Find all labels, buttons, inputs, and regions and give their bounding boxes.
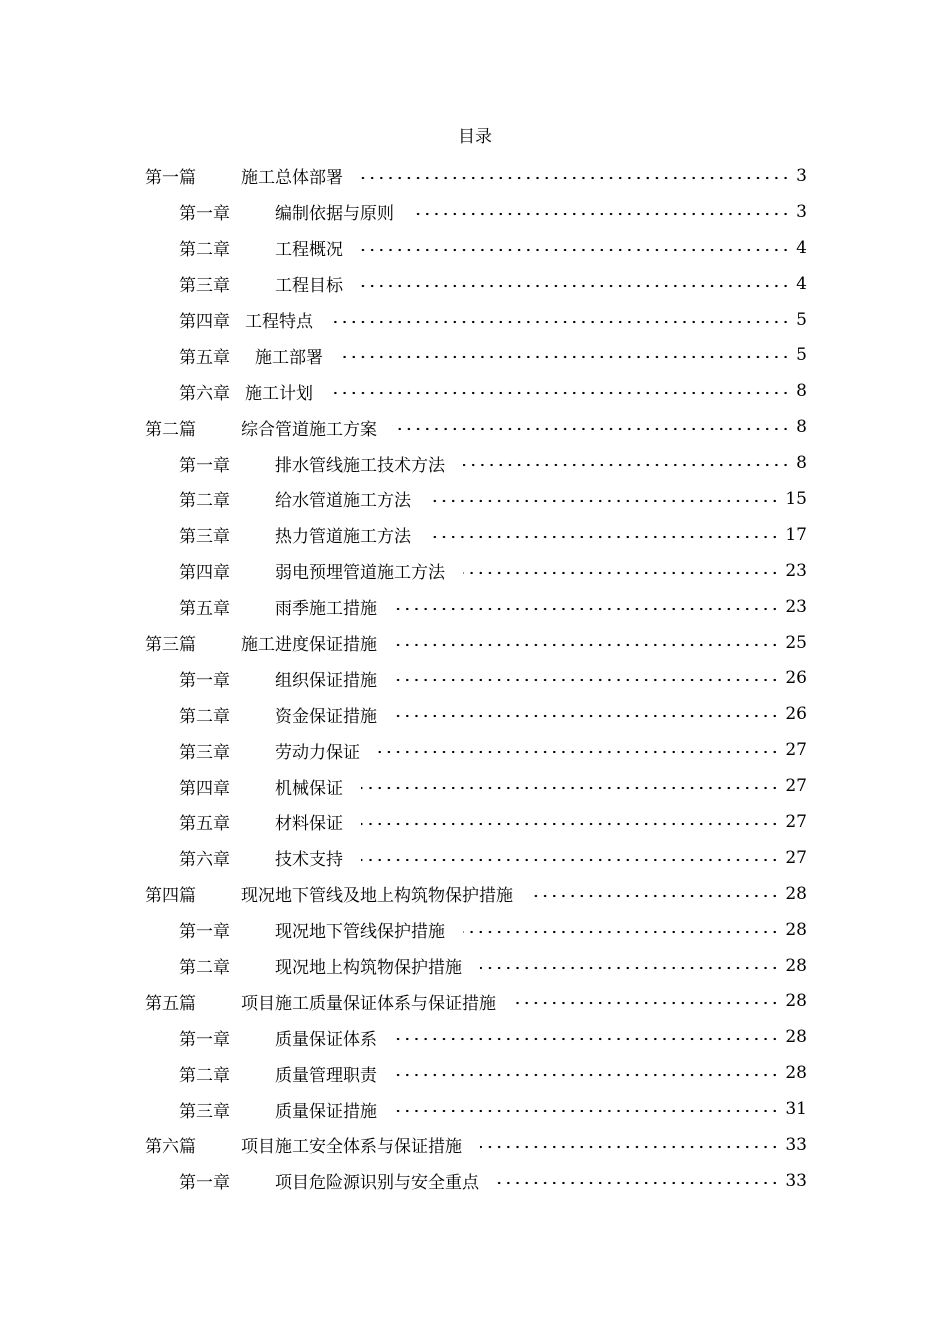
toc-page-number: 28 bbox=[785, 919, 807, 940]
toc-entry-title: 工程特点 bbox=[245, 312, 313, 332]
toc-entry-title: 材料保证 bbox=[275, 814, 343, 835]
toc-entry-number: 第六篇 bbox=[145, 1137, 196, 1158]
dot-leader bbox=[531, 890, 779, 902]
dot-leader bbox=[331, 316, 790, 328]
toc-entry-number: 第一篇 bbox=[145, 168, 196, 189]
toc-entry-number: 第二篇 bbox=[145, 419, 196, 440]
toc-entry-number: 第六章 bbox=[179, 850, 230, 871]
toc-entry-title: 劳动力保证 bbox=[275, 742, 360, 763]
toc-entry-title: 现况地下管线保护措施 bbox=[275, 922, 445, 943]
toc-page-number: 27 bbox=[785, 740, 807, 761]
toc-chapter-entry bbox=[0, 302, 950, 338]
toc-chapter-entry bbox=[0, 373, 950, 409]
toc-part-entry bbox=[0, 876, 950, 912]
toc-entry-number: 第五章 bbox=[179, 814, 230, 835]
toc-chapter-entry bbox=[0, 517, 950, 553]
dot-leader bbox=[395, 1105, 779, 1117]
toc-entry-label bbox=[179, 451, 445, 476]
toc-chapter-entry bbox=[0, 230, 950, 266]
dot-leader bbox=[463, 926, 779, 938]
toc-chapter-entry bbox=[0, 194, 950, 230]
toc-chapter-entry bbox=[0, 266, 950, 302]
toc-chapter-entry bbox=[0, 1163, 950, 1199]
dot-leader bbox=[429, 531, 779, 543]
toc-entry-title: 弱电预埋管道施工方法 bbox=[275, 563, 445, 584]
toc-chapter-entry bbox=[0, 337, 950, 373]
toc-part-entry bbox=[0, 158, 950, 194]
toc-entry-label bbox=[179, 558, 445, 583]
dot-leader bbox=[395, 1033, 779, 1045]
toc-entry-label bbox=[179, 1097, 377, 1122]
toc-entry-number: 第五篇 bbox=[145, 993, 196, 1014]
toc-entry-label bbox=[179, 235, 343, 260]
toc-page-number: 28 bbox=[785, 1063, 807, 1084]
toc-entry-number: 第三篇 bbox=[145, 635, 196, 656]
dot-leader bbox=[412, 208, 790, 220]
toc-page-number: 28 bbox=[785, 955, 807, 976]
dot-leader bbox=[480, 962, 779, 974]
toc-entry-title: 质量保证措施 bbox=[275, 1101, 377, 1122]
toc-entry-number: 第二章 bbox=[179, 1065, 230, 1086]
toc-part-entry bbox=[0, 625, 950, 661]
dot-leader bbox=[341, 351, 790, 363]
toc-entry-label bbox=[179, 486, 411, 511]
toc-entry-label bbox=[179, 702, 377, 727]
dot-leader bbox=[361, 818, 779, 830]
toc-entry-title: 工程概况 bbox=[275, 240, 343, 261]
toc-entry-title: 综合管道施工方案 bbox=[241, 419, 377, 440]
dot-leader bbox=[395, 603, 779, 615]
toc-part-entry bbox=[0, 1127, 950, 1163]
toc-entry-label bbox=[179, 271, 343, 296]
toc-entry-label bbox=[145, 989, 496, 1014]
toc-entry-number: 第六章 bbox=[179, 383, 230, 404]
toc-entry-title: 技术支持 bbox=[275, 850, 343, 871]
toc-page-number: 23 bbox=[785, 596, 807, 617]
toc-chapter-entry bbox=[0, 696, 950, 732]
dot-leader bbox=[378, 746, 779, 758]
toc-entry-number: 第四章 bbox=[179, 312, 230, 332]
toc-entry-number: 第二章 bbox=[179, 958, 230, 979]
toc-page-number: 3 bbox=[796, 201, 807, 222]
toc-chapter-entry bbox=[0, 589, 950, 625]
toc-page-number: 27 bbox=[785, 811, 807, 832]
dot-leader bbox=[361, 280, 790, 292]
toc-entry-label bbox=[145, 630, 377, 655]
toc-chapter-entry bbox=[0, 553, 950, 589]
toc-entry-label bbox=[179, 917, 445, 942]
toc-list bbox=[0, 158, 950, 1199]
toc-entry-title: 热力管道施工方法 bbox=[275, 527, 411, 548]
toc-entry-number: 第二章 bbox=[179, 706, 230, 727]
dot-leader bbox=[395, 710, 779, 722]
toc-entry-title: 现况地下管线及地上构筑物保护措施 bbox=[241, 886, 513, 907]
toc-entry-label bbox=[145, 1132, 462, 1157]
toc-entry-number: 第一章 bbox=[179, 204, 230, 225]
toc-page-number: 27 bbox=[785, 847, 807, 868]
toc-page-number: 31 bbox=[785, 1099, 807, 1120]
dot-leader bbox=[463, 567, 779, 579]
toc-entry-label bbox=[145, 163, 343, 188]
toc-entry-label bbox=[179, 953, 462, 978]
toc-entry-title: 工程目标 bbox=[275, 276, 343, 297]
toc-part-entry bbox=[0, 983, 950, 1019]
toc-entry-title: 项目危险源识别与安全重点 bbox=[275, 1173, 479, 1194]
toc-page-number: 23 bbox=[785, 560, 807, 581]
dot-leader bbox=[429, 495, 779, 507]
toc-entry-title: 施工进度保证措施 bbox=[241, 635, 377, 656]
toc-entry-label bbox=[179, 343, 323, 368]
toc-entry-label bbox=[145, 415, 377, 440]
dot-leader bbox=[361, 854, 779, 866]
toc-page-number: 8 bbox=[796, 453, 807, 474]
toc-page-number: 15 bbox=[785, 488, 807, 509]
dot-leader bbox=[331, 387, 790, 399]
toc-entry-title: 给水管道施工方法 bbox=[275, 491, 411, 512]
toc-entry-label bbox=[179, 379, 313, 404]
dot-leader bbox=[361, 244, 790, 256]
toc-page-number: 28 bbox=[785, 883, 807, 904]
toc-chapter-entry bbox=[0, 768, 950, 804]
toc-entry-number: 第五章 bbox=[179, 599, 230, 620]
toc-entry-title: 雨季施工措施 bbox=[275, 599, 377, 620]
toc-chapter-entry bbox=[0, 1091, 950, 1127]
toc-entry-number: 第五章 bbox=[179, 347, 230, 368]
dot-leader bbox=[395, 423, 790, 435]
toc-page-number: 33 bbox=[785, 1170, 807, 1191]
toc-entry-title: 资金保证措施 bbox=[275, 706, 377, 727]
toc-entry-title: 施工计划 bbox=[245, 383, 313, 404]
toc-chapter-entry bbox=[0, 732, 950, 768]
toc-page-number: 8 bbox=[796, 417, 807, 438]
toc-entry-number: 第三章 bbox=[179, 742, 230, 763]
toc-chapter-entry bbox=[0, 481, 950, 517]
toc-entry-number: 第一章 bbox=[179, 455, 230, 476]
toc-entry-title: 项目施工安全体系与保证措施 bbox=[241, 1137, 462, 1158]
toc-entry-label bbox=[179, 809, 343, 834]
toc-entry-label bbox=[145, 881, 513, 906]
dot-leader bbox=[497, 1177, 779, 1189]
toc-entry-title: 质量保证体系 bbox=[275, 1029, 377, 1050]
toc-entry-title: 排水管线施工技术方法 bbox=[275, 455, 445, 476]
toc-entry-title: 施工总体部署 bbox=[241, 168, 343, 189]
toc-entry-label bbox=[179, 1025, 377, 1050]
toc-entry-number: 第二章 bbox=[179, 240, 230, 261]
toc-entry-number: 第三章 bbox=[179, 1101, 230, 1122]
toc-entry-number: 第一章 bbox=[179, 1029, 230, 1050]
toc-chapter-entry bbox=[0, 1019, 950, 1055]
dot-leader bbox=[395, 1069, 779, 1081]
toc-entry-label bbox=[179, 594, 377, 619]
toc-chapter-entry bbox=[0, 912, 950, 948]
toc-entry-number: 第一章 bbox=[179, 1173, 230, 1194]
toc-chapter-entry bbox=[0, 804, 950, 840]
toc-entry-number: 第二章 bbox=[179, 491, 230, 512]
toc-chapter-entry bbox=[0, 445, 950, 481]
toc-entry-title: 质量管理职责 bbox=[275, 1065, 377, 1086]
toc-page-number: 28 bbox=[785, 991, 807, 1012]
toc-page-number: 4 bbox=[796, 273, 807, 294]
toc-entry-title: 施工部署 bbox=[255, 347, 323, 368]
toc-page-number: 5 bbox=[796, 345, 807, 366]
toc-entry-title: 现况地上构筑物保护措施 bbox=[275, 958, 462, 979]
dot-leader bbox=[463, 459, 790, 471]
dot-leader bbox=[361, 782, 779, 794]
toc-entry-label bbox=[179, 199, 394, 224]
toc-entry-number: 第一章 bbox=[179, 670, 230, 691]
toc-entry-label bbox=[179, 307, 313, 332]
toc-page-number: 27 bbox=[785, 776, 807, 797]
toc-entry-label bbox=[179, 774, 343, 799]
toc-page-number: 28 bbox=[785, 1027, 807, 1048]
toc-page-number: 3 bbox=[796, 165, 807, 186]
toc-chapter-entry bbox=[0, 948, 950, 984]
toc-entry-label bbox=[179, 738, 360, 763]
dot-leader bbox=[395, 674, 779, 686]
dot-leader bbox=[361, 172, 790, 184]
toc-page-number: 33 bbox=[785, 1134, 807, 1155]
toc-page-number: 5 bbox=[796, 309, 807, 330]
toc-page-number: 4 bbox=[796, 237, 807, 258]
toc-chapter-entry bbox=[0, 1055, 950, 1091]
toc-entry-number: 第一章 bbox=[179, 922, 230, 943]
toc-chapter-entry bbox=[0, 660, 950, 696]
dot-leader bbox=[480, 1141, 779, 1153]
toc-entry-title: 组织保证措施 bbox=[275, 670, 377, 691]
dot-leader bbox=[514, 997, 779, 1009]
toc-entry-title: 编制依据与原则 bbox=[275, 204, 394, 225]
toc-entry-title: 项目施工质量保证体系与保证措施 bbox=[241, 993, 496, 1014]
toc-entry-title: 机械保证 bbox=[275, 778, 343, 799]
toc-entry-label bbox=[179, 522, 411, 547]
toc-entry-label bbox=[179, 845, 343, 870]
toc-chapter-entry bbox=[0, 840, 950, 876]
toc-entry-number: 第三章 bbox=[179, 527, 230, 548]
toc-entry-number: 第四章 bbox=[179, 778, 230, 799]
toc-entry-number: 第四章 bbox=[179, 563, 230, 584]
toc-entry-number: 第三章 bbox=[179, 276, 230, 297]
toc-entry-label bbox=[179, 1168, 479, 1193]
toc-part-entry bbox=[0, 409, 950, 445]
toc-title: 目录 bbox=[458, 127, 492, 147]
toc-page-number: 25 bbox=[785, 632, 807, 653]
toc-page-number: 26 bbox=[785, 704, 807, 725]
toc-entry-label bbox=[179, 1061, 377, 1086]
toc-page-number: 8 bbox=[796, 381, 807, 402]
dot-leader bbox=[395, 639, 779, 651]
toc-entry-number: 第四篇 bbox=[145, 886, 196, 907]
toc-page-number: 26 bbox=[785, 668, 807, 689]
toc-entry-label bbox=[179, 666, 377, 691]
toc-page-number: 17 bbox=[785, 524, 807, 545]
